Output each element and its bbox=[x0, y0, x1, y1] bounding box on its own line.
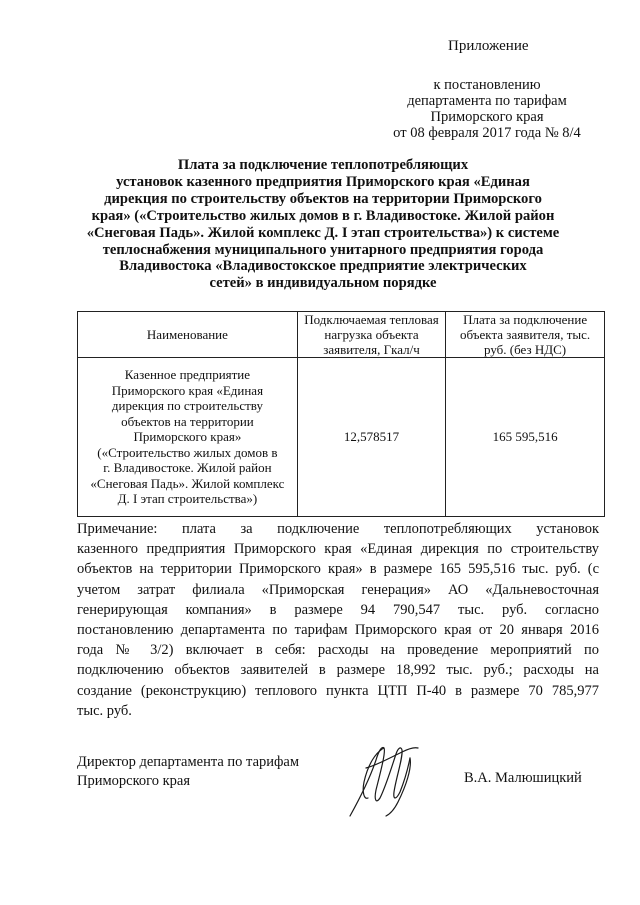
title-line: Плата за подключение теплопотребляющих bbox=[177, 157, 469, 173]
note-line: создание (реконструкцию) теплового пункта ЦТП П-40 в размере 70 785,977 bbox=[77, 682, 599, 699]
cell-name-line: объектов на территории bbox=[121, 413, 254, 429]
cell-name-line: «Снеговая Падь». Жилой комплекс bbox=[90, 475, 285, 491]
cell-name-line: Приморского края» bbox=[133, 429, 242, 445]
appendix-line: к постановлению bbox=[433, 77, 541, 93]
note-line: казенного предприятия Приморского края «Единая дирекция по строительству bbox=[77, 541, 599, 558]
appendix-line: департамента по тарифам bbox=[407, 93, 567, 109]
note-line: постановлению департамента по тарифам Приморского края от 20 января 2016 bbox=[77, 622, 599, 639]
cell-name-line: Д. I этап строительства») bbox=[117, 491, 258, 507]
title-line: Владивостока «Владивостокское предприятие электрических bbox=[119, 258, 527, 275]
appendix-decree-date: от 08 февраля 2017 года № 8/4 bbox=[393, 125, 581, 141]
note-line: тыс. руб. bbox=[77, 702, 132, 719]
signatory-position-line: Приморского края bbox=[77, 773, 191, 789]
appendix-line: Приморского края bbox=[430, 109, 544, 125]
signatory-position bbox=[77, 753, 299, 791]
title-line: края» («Строительство жилых домов в г. Владивостоке. Жилой район bbox=[91, 207, 555, 224]
table-header-row bbox=[78, 312, 605, 358]
note-paragraph bbox=[77, 519, 599, 721]
document-title bbox=[78, 157, 568, 292]
note-line: генерирующая компания» в размере 94 790,547 тыс. руб. согласно bbox=[77, 601, 599, 618]
title-line: сетей» в индивидуальном порядке bbox=[209, 275, 437, 292]
cell-name-line: Казенное предприятие bbox=[124, 367, 251, 383]
signatory-position-line: Директор департамента по тарифам bbox=[77, 754, 300, 770]
handwritten-signature bbox=[346, 738, 424, 820]
cell-name-line: дирекция по строительству bbox=[111, 398, 263, 414]
note-line: Примечание: плата за подключение теплопотребляющих установок bbox=[77, 521, 599, 537]
title-line: дирекция по строительству объектов на территории Приморского bbox=[104, 190, 542, 207]
cell-name-line: г. Владивостоке. Жилой район bbox=[103, 460, 272, 476]
note-line: учетом затрат филиала «Приморская генерация» АО «Дальневосточная bbox=[77, 581, 599, 598]
header-name: Наименование bbox=[78, 312, 298, 358]
table-row bbox=[78, 358, 605, 517]
title-line: теплоснабжения муниципального унитарного предприятия города bbox=[102, 241, 544, 258]
appendix-title: Приложение bbox=[448, 38, 529, 54]
cell-name-line: Приморского края «Единая bbox=[111, 382, 264, 398]
header-heat-load: Подключаемая тепловая нагрузка объекта заявителя, Гкал/ч bbox=[297, 312, 445, 358]
cell-applicant-name bbox=[78, 358, 298, 517]
note-line: подключению объектов заявителей в размере 18,992 тыс. руб.; расходы на bbox=[77, 662, 599, 679]
note-line: года № 3/2) включает в себя: расходы на проведение мероприятий по bbox=[77, 642, 599, 659]
cell-heat-load: 12,578517 bbox=[297, 358, 445, 517]
note-line: объектов на территории Приморского края» в размере 165 595,516 тыс. руб. (с bbox=[77, 561, 599, 578]
cell-name-line: («Строительство жилых домов в bbox=[97, 444, 278, 460]
signatory-name: В.А. Малюшицкий bbox=[464, 770, 582, 786]
fee-table bbox=[77, 311, 605, 517]
title-line: установок казенного предприятия Приморского края «Единая bbox=[116, 173, 530, 190]
cell-fee: 165 595,516 bbox=[446, 358, 605, 517]
title-line: «Снеговая Падь». Жилой комплекс Д. I этап строительства») к системе bbox=[86, 224, 560, 241]
header-fee: Плата за подключение объекта заявителя, тыс. руб. (без НДС) bbox=[446, 312, 605, 358]
